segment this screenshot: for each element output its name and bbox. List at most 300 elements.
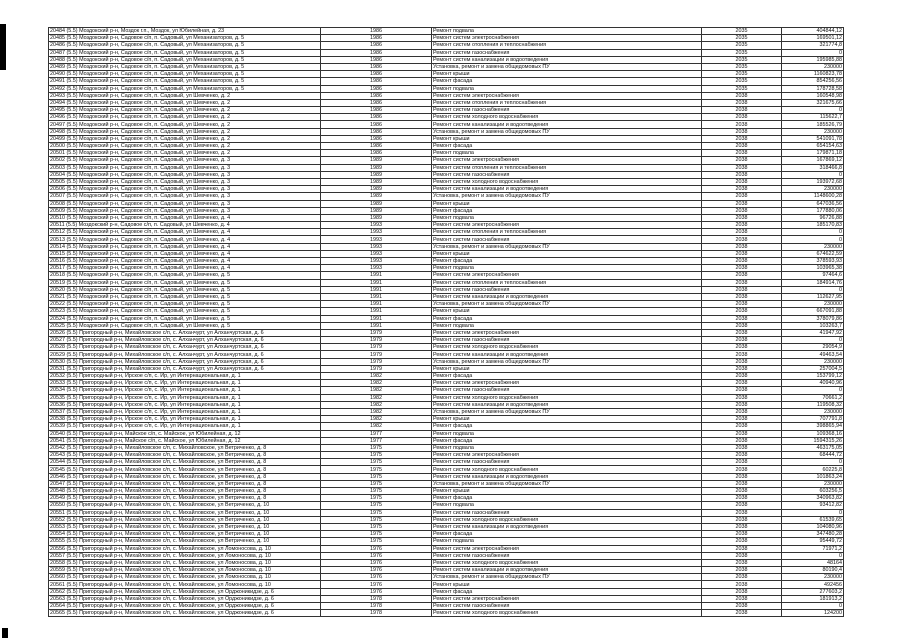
address-cell: 20499 (5.5) Моздокский р-н, Садовое с/п, п. Садовый, ул Шевченко, д. 2: [49, 135, 321, 142]
year-built-cell: 1989: [321, 200, 432, 207]
year-built-cell: 1986: [321, 35, 432, 42]
year-built-cell: 1986: [321, 143, 432, 150]
work-type-cell: Ремонт систем холодного водоснабжения: [432, 516, 702, 523]
address-cell: 20545 (5.5) Пригородный р-н, Михайловское с/п, с. Михайловское, ул Ветриченко, д. 8: [49, 466, 321, 473]
plan-year-cell: 2038: [702, 337, 782, 344]
work-type-cell: Ремонт крыши: [432, 365, 702, 372]
address-cell: 20512 (5.5) Моздокский р-н, Садовое с/п, п. Садовый, ул Шевченко, д. 4: [49, 229, 321, 236]
address-cell: 20506 (5.5) Моздокский р-н, Садовое с/п, п. Садовый, ул Шевченко, д. 3: [49, 186, 321, 193]
work-type-cell: Ремонт фасада: [432, 143, 702, 150]
year-built-cell: 1976: [321, 574, 432, 581]
cost-cell: 103965,38: [782, 265, 844, 272]
year-built-cell: 1975: [321, 502, 432, 509]
cost-cell: 169501,12: [782, 35, 844, 42]
work-type-cell: Ремонт систем газоснабжения: [432, 49, 702, 56]
work-type-cell: Ремонт подвала: [432, 28, 702, 35]
address-cell: 20536 (5.5) Пригородный р-н, Ирское с/п, с. Ир, ул Интернациональная, д. 1: [49, 401, 321, 408]
year-built-cell: 1986: [321, 28, 432, 35]
table-row: [49, 99, 844, 106]
year-built-cell: 1975: [321, 444, 432, 451]
cost-cell: 185170,83: [782, 222, 844, 229]
address-cell: 20558 (5.5) Пригородный р-н, Михайловское с/п, с. Михайловское, ул Ломоносова, д. 10: [49, 559, 321, 566]
address-cell: 20544 (5.5) Пригородный р-н, Михайловское с/п, с. Михайловское, ул Ветриченко, д. 8: [49, 459, 321, 466]
year-built-cell: 1986: [321, 63, 432, 70]
table-row: [49, 214, 844, 221]
plan-year-cell: 2038: [702, 430, 782, 437]
plan-year-cell: 2038: [702, 286, 782, 293]
address-cell: 20563 (5.5) Пригородный р-н, Михайловское с/п, с. Михайловское, ул Орджоникидзе, д. 6: [49, 595, 321, 602]
cost-cell: 0: [782, 236, 844, 243]
address-cell: 20529 (5.5) Пригородный р-н, Михайловское с/п, с. Алханчурт, ул Алханчуртская, д. 6: [49, 351, 321, 358]
cost-cell: 71971,2: [782, 545, 844, 552]
plan-year-cell: 2038: [702, 236, 782, 243]
year-built-cell: 1975: [321, 516, 432, 523]
table-row: [49, 207, 844, 214]
address-cell: 20548 (5.5) Пригородный р-н, Михайловское с/п, с. Михайловское, ул Ветриченко, д. 8: [49, 488, 321, 495]
work-type-cell: Установка, ремонт и замена общедомовых ПУ: [432, 574, 702, 581]
work-type-cell: Ремонт подвала: [432, 502, 702, 509]
plan-year-cell: 2038: [702, 143, 782, 150]
year-built-cell: 1986: [321, 128, 432, 135]
table-row: [49, 523, 844, 530]
work-type-cell: Ремонт систем электроснабжения: [432, 222, 702, 229]
cost-cell: 230000: [782, 63, 844, 70]
year-built-cell: 1991: [321, 322, 432, 329]
plan-year-cell: 2038: [702, 559, 782, 566]
table-row: [49, 358, 844, 365]
plan-year-cell: 2035: [702, 35, 782, 42]
work-type-cell: Ремонт систем электроснабжения: [432, 35, 702, 42]
table-row: [49, 437, 844, 444]
work-type-cell: Ремонт систем газоснабжения: [432, 236, 702, 243]
cost-cell: 667091,88: [782, 308, 844, 315]
year-built-cell: 1989: [321, 171, 432, 178]
work-type-cell: Ремонт подвала: [432, 538, 702, 545]
cost-cell: 230000: [782, 243, 844, 250]
address-cell: 20560 (5.5) Пригородный р-н, Михайловское с/п, с. Михайловское, ул Ломоносова, д. 10: [49, 574, 321, 581]
year-built-cell: 1975: [321, 459, 432, 466]
table-row: [49, 495, 844, 502]
table-row: [49, 430, 844, 437]
address-cell: 20496 (5.5) Моздокский р-н, Садовое с/п, п. Садовый, ул Шевченко, д. 2: [49, 114, 321, 121]
address-cell: 20541 (5.5) Пригородный р-н, Майское с/п, с. Майское, ул Юбилейная, д. 12: [49, 437, 321, 444]
cost-cell: 378593,93: [782, 258, 844, 265]
address-cell: 20562 (5.5) Пригородный р-н, Михайловское с/п, с. Михайловское, ул Орджоникидзе, д. 6: [49, 588, 321, 595]
year-built-cell: 1975: [321, 452, 432, 459]
work-type-cell: Установка, ремонт и замена общедомовых ПУ: [432, 358, 702, 365]
table-row: [49, 308, 844, 315]
work-type-cell: Ремонт систем отопления и теплоснабжения: [432, 42, 702, 49]
table-row: [49, 35, 844, 42]
table-row: [49, 236, 844, 243]
address-cell: 20494 (5.5) Моздокский р-н, Садовое с/п, п. Садовый, ул Шевченко, д. 2: [49, 99, 321, 106]
table-row: [49, 178, 844, 185]
work-type-cell: Ремонт подвала: [432, 430, 702, 437]
work-type-cell: Ремонт систем холодного водоснабжения: [432, 466, 702, 473]
work-type-cell: Ремонт систем канализации и водоотведения: [432, 351, 702, 358]
plan-year-cell: 2038: [702, 200, 782, 207]
address-cell: 20556 (5.5) Пригородный р-н, Михайловское с/п, с. Михайловское, ул Ломоносова, д. 10: [49, 545, 321, 552]
year-built-cell: 1982: [321, 416, 432, 423]
year-built-cell: 1975: [321, 495, 432, 502]
plan-year-cell: 2038: [702, 207, 782, 214]
cost-cell: 0: [782, 49, 844, 56]
table-row: [49, 488, 844, 495]
cost-cell: 177880,06: [782, 207, 844, 214]
work-type-cell: Ремонт подвала: [432, 85, 702, 92]
work-type-cell: Ремонт крыши: [432, 581, 702, 588]
year-built-cell: 1986: [321, 114, 432, 121]
work-type-cell: Ремонт фасада: [432, 423, 702, 430]
cost-cell: 0: [782, 387, 844, 394]
work-type-cell: Ремонт систем газоснабжения: [432, 171, 702, 178]
work-type-cell: Ремонт крыши: [432, 488, 702, 495]
table-row: [49, 401, 844, 408]
plan-year-cell: 2038: [702, 258, 782, 265]
address-cell: 20552 (5.5) Пригородный р-н, Михайловское с/п, с. Михайловское, ул Ветриченко, д. 10: [49, 516, 321, 523]
table-row: [49, 42, 844, 49]
plan-year-cell: 2038: [702, 114, 782, 121]
table-row: [49, 258, 844, 265]
address-cell: 20546 (5.5) Пригородный р-н, Михайловское с/п, с. Михайловское, ул Ветриченко, д. 8: [49, 473, 321, 480]
table-row: [49, 222, 844, 229]
address-cell: 20538 (5.5) Пригородный р-н, Ирское с/п, с. Ир, ул Интернациональная, д. 1: [49, 416, 321, 423]
table-row: [49, 301, 844, 308]
year-built-cell: 1986: [321, 99, 432, 106]
year-built-cell: 1989: [321, 193, 432, 200]
address-cell: 20493 (5.5) Моздокский р-н, Садовое с/п, п. Садовый, ул Шевченко, д. 2: [49, 92, 321, 99]
table-row: [49, 444, 844, 451]
table-row: [49, 229, 844, 236]
address-cell: 20561 (5.5) Пригородный р-н, Михайловское с/п, с. Михайловское, ул Ломоносова, д. 10: [49, 581, 321, 588]
table-row: [49, 150, 844, 157]
table-row: [49, 315, 844, 322]
year-built-cell: 1989: [321, 186, 432, 193]
cost-cell: 654154,63: [782, 143, 844, 150]
table-row: [49, 473, 844, 480]
cost-cell: 70661,2: [782, 394, 844, 401]
table-row: [49, 128, 844, 135]
year-built-cell: 1975: [321, 473, 432, 480]
cost-cell: 0: [782, 509, 844, 516]
address-cell: 20504 (5.5) Моздокский р-н, Садовое с/п, п. Садовый, ул Шевченко, д. 3: [49, 171, 321, 178]
table-row: [49, 157, 844, 164]
plan-year-cell: 2038: [702, 222, 782, 229]
year-built-cell: 1975: [321, 509, 432, 516]
cost-cell: 603256,5: [782, 488, 844, 495]
address-cell: 20533 (5.5) Пригородный р-н, Ирское с/п, с. Ир, ул Интернациональная, д. 1: [49, 380, 321, 387]
plan-year-cell: 2038: [702, 416, 782, 423]
cost-cell: 184914,76: [782, 279, 844, 286]
cost-cell: 178728,58: [782, 85, 844, 92]
plan-year-cell: 2038: [702, 358, 782, 365]
year-built-cell: 1989: [321, 178, 432, 185]
address-cell: 20526 (5.5) Пригородный р-н, Михайловское с/п, с. Алханчурт, ул Алханчуртская, д. 6: [49, 329, 321, 336]
address-cell: 20531 (5.5) Пригородный р-н, Михайловское с/п, с. Алханчурт, ул Алханчуртская, д. 6: [49, 365, 321, 372]
address-cell: 20555 (5.5) Пригородный р-н, Михайловское с/п, с. Михайловское, ул Ветриченко, д. 10: [49, 538, 321, 545]
work-type-cell: Ремонт систем холодного водоснабжения: [432, 610, 702, 617]
cost-cell: 101863,24: [782, 473, 844, 480]
table-row: [49, 502, 844, 509]
plan-year-cell: 2038: [702, 603, 782, 610]
table-row: [49, 265, 844, 272]
cost-cell: 230000: [782, 480, 844, 487]
year-built-cell: 1982: [321, 380, 432, 387]
year-built-cell: 1975: [321, 531, 432, 538]
plan-year-cell: 2038: [702, 509, 782, 516]
plan-year-cell: 2038: [702, 322, 782, 329]
year-built-cell: 1989: [321, 214, 432, 221]
table-row: [49, 480, 844, 487]
work-type-cell: Ремонт фасада: [432, 495, 702, 502]
cost-cell: 109368,16: [782, 430, 844, 437]
table-row: [49, 595, 844, 602]
work-type-cell: Ремонт систем электроснабжения: [432, 545, 702, 552]
cost-cell: 404844,12: [782, 28, 844, 35]
plan-year-cell: 2038: [702, 99, 782, 106]
year-built-cell: 1975: [321, 488, 432, 495]
year-built-cell: 1979: [321, 351, 432, 358]
cost-cell: 1160823,78: [782, 71, 844, 78]
work-type-cell: Ремонт систем канализации и водоотведения: [432, 523, 702, 530]
work-type-cell: Ремонт крыши: [432, 250, 702, 257]
cost-cell: 0: [782, 171, 844, 178]
work-type-cell: Ремонт систем электроснабжения: [432, 157, 702, 164]
work-type-cell: Ремонт систем газоснабжения: [432, 286, 702, 293]
plan-year-cell: 2038: [702, 610, 782, 617]
work-type-cell: Ремонт систем газоснабжения: [432, 337, 702, 344]
address-cell: 20551 (5.5) Пригородный р-н, Михайловское с/п, с. Михайловское, ул Ветриченко, д. 10: [49, 509, 321, 516]
address-cell: 20515 (5.5) Моздокский р-н, Садовое с/п, п. Садовый, ул Шевченко, д. 4: [49, 250, 321, 257]
plan-year-cell: 2035: [702, 49, 782, 56]
address-cell: 20484 (5.5) Моздокский р-н, Моздок г.п., Моздок, ул Юбилейная, д. 23: [49, 28, 321, 35]
plan-year-cell: 2038: [702, 92, 782, 99]
address-cell: 20553 (5.5) Пригородный р-н, Михайловское с/п, с. Михайловское, ул Ветриченко, д. 10: [49, 523, 321, 530]
plan-year-cell: 2038: [702, 473, 782, 480]
year-built-cell: 1982: [321, 373, 432, 380]
table-row: [49, 337, 844, 344]
cost-cell: 68444,72: [782, 452, 844, 459]
year-built-cell: 1975: [321, 466, 432, 473]
table-row: [49, 63, 844, 70]
year-built-cell: 1982: [321, 401, 432, 408]
year-built-cell: 1976: [321, 581, 432, 588]
table-row: [49, 552, 844, 559]
cost-cell: 115622,7: [782, 114, 844, 121]
year-built-cell: 1986: [321, 107, 432, 114]
work-type-cell: Ремонт крыши: [432, 416, 702, 423]
work-type-cell: Установка, ремонт и замена общедомовых ПУ: [432, 243, 702, 250]
work-type-cell: Установка, ремонт и замена общедомовых ПУ: [432, 128, 702, 135]
cost-cell: 0: [782, 107, 844, 114]
table-row: [49, 416, 844, 423]
address-cell: 20489 (5.5) Моздокский р-н, Садовое с/п, п. Садовый, ул Механизаторов, д. 5: [49, 63, 321, 70]
cost-cell: 0: [782, 459, 844, 466]
work-type-cell: Ремонт систем электроснабжения: [432, 380, 702, 387]
work-type-cell: Ремонт фасада: [432, 78, 702, 85]
table-row: [49, 56, 844, 63]
plan-year-cell: 2038: [702, 229, 782, 236]
table-row: [49, 28, 844, 35]
year-built-cell: 1982: [321, 387, 432, 394]
plan-year-cell: 2038: [702, 315, 782, 322]
plan-year-cell: 2035: [702, 63, 782, 70]
plan-year-cell: 2038: [702, 567, 782, 574]
year-built-cell: 1978: [321, 610, 432, 617]
table-row: [49, 121, 844, 128]
cost-cell: 167869,12: [782, 157, 844, 164]
cost-cell: 112627,95: [782, 293, 844, 300]
cost-cell: 230000: [782, 358, 844, 365]
plan-year-cell: 2038: [702, 437, 782, 444]
plan-year-cell: 2038: [702, 423, 782, 430]
table-row: [49, 581, 844, 588]
table-row: [49, 559, 844, 566]
address-cell: 20542 (5.5) Пригородный р-н, Михайловское с/п, с. Михайловское, ул Ветриченко, д. 8: [49, 444, 321, 451]
plan-year-cell: 2038: [702, 452, 782, 459]
address-cell: 20495 (5.5) Моздокский р-н, Садовое с/п, п. Садовый, ул Шевченко, д. 2: [49, 107, 321, 114]
year-built-cell: 1976: [321, 559, 432, 566]
scan-edge-mark: [0, 24, 6, 70]
scan-corner-mark: [2, 628, 8, 638]
address-cell: 20501 (5.5) Моздокский р-н, Садовое с/п, п. Садовый, ул Шевченко, д. 2: [49, 150, 321, 157]
work-type-cell: Ремонт фасада: [432, 437, 702, 444]
cost-cell: 541091,78: [782, 135, 844, 142]
cost-cell: 0: [782, 286, 844, 293]
address-cell: 20549 (5.5) Пригородный р-н, Михайловское с/п, с. Михайловское, ул Ветриченко, д. 8: [49, 495, 321, 502]
work-type-cell: Ремонт систем газоснабжения: [432, 509, 702, 516]
address-cell: 20492 (5.5) Моздокский р-н, Садовое с/п, п. Садовый, ул Механизаторов, д. 5: [49, 85, 321, 92]
address-cell: 20523 (5.5) Моздокский р-н, Садовое с/п, п. Садовый, ул Шевченко, д. 5: [49, 308, 321, 315]
address-cell: 20498 (5.5) Моздокский р-н, Садовое с/п, п. Садовый, ул Шевченко, д. 2: [49, 128, 321, 135]
plan-year-cell: 2038: [702, 495, 782, 502]
year-built-cell: 1993: [321, 236, 432, 243]
table-row: [49, 171, 844, 178]
plan-year-cell: 2035: [702, 85, 782, 92]
work-type-cell: Ремонт систем электроснабжения: [432, 272, 702, 279]
year-built-cell: 1979: [321, 337, 432, 344]
year-built-cell: 1986: [321, 42, 432, 49]
plan-year-cell: 2038: [702, 502, 782, 509]
plan-year-cell: 2038: [702, 523, 782, 530]
cost-cell: 707791,8: [782, 416, 844, 423]
plan-year-cell: 2038: [702, 459, 782, 466]
year-built-cell: 1991: [321, 315, 432, 322]
cost-cell: 160548,98: [782, 92, 844, 99]
address-cell: 20518 (5.5) Моздокский р-н, Садовое с/п, п. Садовый, ул Шевченко, д. 5: [49, 272, 321, 279]
year-built-cell: 1989: [321, 164, 432, 171]
table-row: [49, 293, 844, 300]
address-cell: 20487 (5.5) Моздокский р-н, Садовое с/п, п. Садовый, ул Механизаторов, д. 5: [49, 49, 321, 56]
plan-year-cell: 2038: [702, 588, 782, 595]
cost-cell: 321774,8: [782, 42, 844, 49]
work-type-cell: Ремонт систем холодного водоснабжения: [432, 114, 702, 121]
work-type-cell: Ремонт систем холодного водоснабжения: [432, 559, 702, 566]
cost-cell: 195985,88: [782, 56, 844, 63]
plan-year-cell: 2038: [702, 401, 782, 408]
table-row: [49, 574, 844, 581]
table-row: [49, 466, 844, 473]
table-row: [49, 107, 844, 114]
table-row: [49, 85, 844, 92]
address-cell: 20508 (5.5) Моздокский р-н, Садовое с/п, п. Садовый, ул Шевченко, д. 3: [49, 200, 321, 207]
address-cell: 20503 (5.5) Моздокский р-н, Садовое с/п, п. Садовый, ул Шевченко, д. 3: [49, 164, 321, 171]
year-built-cell: 1993: [321, 250, 432, 257]
cost-cell: 492456: [782, 581, 844, 588]
plan-year-cell: 2038: [702, 135, 782, 142]
plan-year-cell: 2038: [702, 538, 782, 545]
cost-cell: 647036,56: [782, 200, 844, 207]
cost-cell: 321675,66: [782, 99, 844, 106]
cost-cell: 257004,5: [782, 365, 844, 372]
year-built-cell: 1991: [321, 301, 432, 308]
year-built-cell: 1993: [321, 265, 432, 272]
year-built-cell: 1976: [321, 545, 432, 552]
table-row: [49, 71, 844, 78]
address-cell: 20557 (5.5) Пригородный р-н, Михайловское с/п, с. Михайловское, ул Ломоносова, д. 10: [49, 552, 321, 559]
plan-year-cell: 2038: [702, 581, 782, 588]
work-type-cell: Ремонт фасада: [432, 588, 702, 595]
work-type-cell: Ремонт систем канализации и водоотведения: [432, 473, 702, 480]
year-built-cell: 1993: [321, 243, 432, 250]
table-row: [49, 351, 844, 358]
table-row: [49, 243, 844, 250]
table-row: [49, 164, 844, 171]
cost-cell: 119508,32: [782, 401, 844, 408]
year-built-cell: 1993: [321, 258, 432, 265]
cost-cell: 193972,68: [782, 178, 844, 185]
work-type-cell: Установка, ремонт и замена общедомовых ПУ: [432, 408, 702, 415]
cost-cell: 185526,79: [782, 121, 844, 128]
plan-year-cell: 2038: [702, 178, 782, 185]
plan-year-cell: 2038: [702, 272, 782, 279]
plan-year-cell: 2038: [702, 488, 782, 495]
work-type-cell: Установка, ремонт и замена общедомовых ПУ: [432, 480, 702, 487]
year-built-cell: 1986: [321, 71, 432, 78]
cost-cell: 0: [782, 603, 844, 610]
table-row: [49, 250, 844, 257]
cost-cell: 463175,05: [782, 444, 844, 451]
address-cell: 20532 (5.5) Пригородный р-н, Ирское с/п, с. Ир, ул Интернациональная, д. 1: [49, 373, 321, 380]
address-cell: 20547 (5.5) Пригородный р-н, Михайловское с/п, с. Михайловское, ул Ветриченко, д. 8: [49, 480, 321, 487]
year-built-cell: 1979: [321, 329, 432, 336]
year-built-cell: 1982: [321, 408, 432, 415]
year-built-cell: 1991: [321, 279, 432, 286]
plan-year-cell: 2038: [702, 128, 782, 135]
plan-year-cell: 2038: [702, 387, 782, 394]
table-row: [49, 329, 844, 336]
work-type-cell: Ремонт систем канализации и водоотведения: [432, 56, 702, 63]
address-cell: 20559 (5.5) Пригородный р-н, Михайловское с/п, с. Михайловское, ул Ломоносова, д. 10: [49, 567, 321, 574]
work-type-cell: Ремонт подвала: [432, 322, 702, 329]
address-cell: 20517 (5.5) Моздокский р-н, Садовое с/п, п. Садовый, ул Шевченко, д. 4: [49, 265, 321, 272]
year-built-cell: 1986: [321, 121, 432, 128]
plan-year-cell: 2038: [702, 243, 782, 250]
table-row: [49, 373, 844, 380]
address-cell: 20511 (5.5) Моздокский р-н, Садовое с/п, п. Садовый, ул Шевченко, д. 4: [49, 222, 321, 229]
work-type-cell: Ремонт фасада: [432, 315, 702, 322]
plan-year-cell: 2038: [702, 365, 782, 372]
address-cell: 20516 (5.5) Моздокский р-н, Садовое с/п, п. Садовый, ул Шевченко, д. 4: [49, 258, 321, 265]
cost-cell: 340963,82: [782, 495, 844, 502]
table-row: [49, 322, 844, 329]
plan-year-cell: 2038: [702, 516, 782, 523]
address-cell: 20537 (5.5) Пригородный р-н, Ирское с/п, с. Ир, ул Интернациональная, д. 1: [49, 408, 321, 415]
year-built-cell: 1982: [321, 423, 432, 430]
work-type-cell: Ремонт систем отопления и теплоснабжения: [432, 164, 702, 171]
cost-cell: 80190,4: [782, 567, 844, 574]
work-type-cell: Ремонт подвала: [432, 444, 702, 451]
